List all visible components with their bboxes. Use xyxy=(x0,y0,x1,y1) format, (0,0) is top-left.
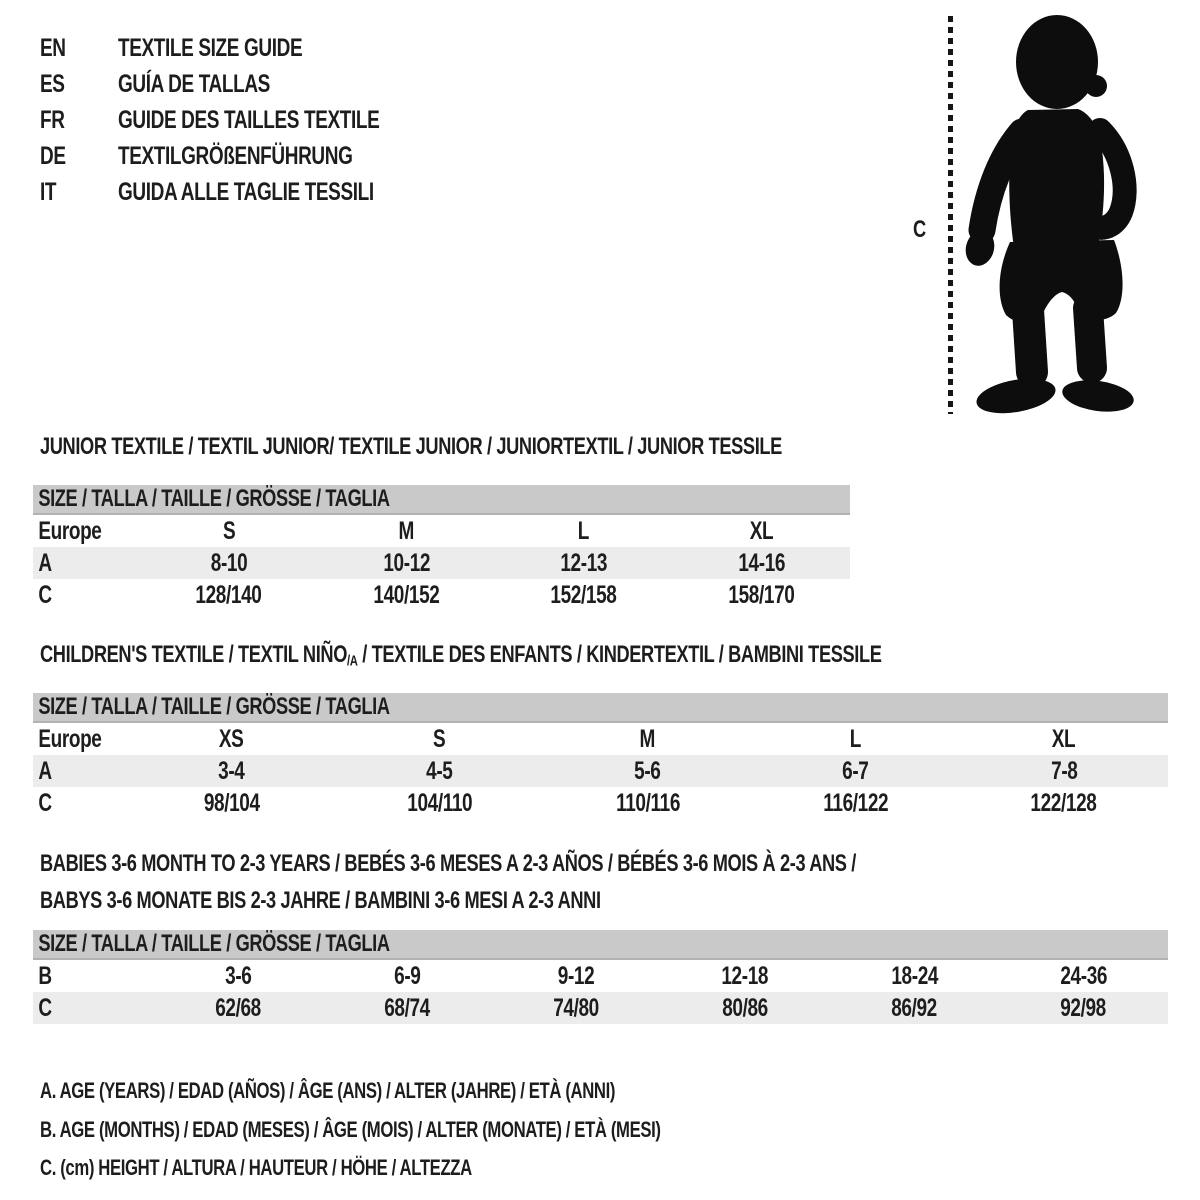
height-cell: 80/86 xyxy=(722,993,768,1022)
row-label: B xyxy=(38,961,52,990)
age-cell: 5-6 xyxy=(634,756,661,785)
size-header-bar: SIZE / TALLA / TAILLE / GRÖSSE / TAGLIA xyxy=(33,485,850,514)
height-cell: 110/116 xyxy=(615,788,680,817)
junior-size-table xyxy=(33,485,850,611)
height-cell: 62/68 xyxy=(215,993,261,1022)
table-row-europe xyxy=(33,514,850,547)
language-code: IT xyxy=(40,178,57,206)
legend-age-months: B. AGE (MONTHS) / EDAD (MESES) / ÂGE (MOIS) / ALTER (MONATE) / ETÀ (MESI) xyxy=(40,1116,661,1142)
height-measure-dashed-line xyxy=(948,16,953,414)
table-row-age xyxy=(33,547,850,579)
language-row-it xyxy=(40,174,462,210)
size-cell: L xyxy=(850,724,862,753)
size-cell: XS xyxy=(218,724,244,753)
children-section-title: CHILDREN'S TEXTILE / TEXTIL NIÑO/A / TEXTILE DES ENFANTS / KINDERTEXTIL / BAMBINI TESSILE xyxy=(40,641,882,670)
junior-section-title: JUNIOR TEXTILE / TEXTIL JUNIOR/ TEXTILE JUNIOR / JUNIORTEXTIL / JUNIOR TESSILE xyxy=(40,433,782,460)
row-label: A xyxy=(38,756,52,785)
table-row-months xyxy=(33,959,1168,992)
age-cell: 7-8 xyxy=(1050,756,1078,785)
language-code: DE xyxy=(40,142,66,170)
height-cell: 140/152 xyxy=(373,580,440,609)
language-code: EN xyxy=(40,34,66,62)
babies-size-table xyxy=(33,930,1168,1024)
language-title-list xyxy=(40,30,462,210)
height-cell: 116/122 xyxy=(823,788,889,817)
table-row-height xyxy=(33,992,1168,1024)
size-cell: M xyxy=(639,724,656,753)
height-cell: 104/110 xyxy=(406,788,472,817)
height-cell: 158/170 xyxy=(728,580,795,609)
guide-title-fr: GUIDE DES TAILLES TEXTILE xyxy=(118,106,380,134)
guide-title-en: TEXTILE SIZE GUIDE xyxy=(118,34,303,62)
nino-a-subscript: /A xyxy=(347,653,358,670)
language-row-fr xyxy=(40,102,462,138)
height-cell: 152/158 xyxy=(550,580,617,609)
row-label: C xyxy=(38,580,52,609)
row-label: Europe xyxy=(38,724,102,753)
height-cell: 128/140 xyxy=(195,580,262,609)
legend-height-cm: C. (cm) HEIGHT / ALTURA / HAUTEUR / HÖHE / ALTEZZA xyxy=(40,1155,472,1180)
measurement-legend xyxy=(40,1072,857,1188)
language-row-en xyxy=(40,30,462,66)
months-cell: 12-18 xyxy=(721,961,769,990)
size-cell: S xyxy=(222,516,235,545)
size-cell: XL xyxy=(1052,724,1076,753)
height-cell: 74/80 xyxy=(553,993,599,1022)
height-cell: 68/74 xyxy=(384,993,430,1022)
age-cell: 6-7 xyxy=(842,756,869,785)
toddler-silhouette-icon xyxy=(958,10,1143,420)
guide-title-de: TEXTILGRÖßENFÜHRUNG xyxy=(118,142,353,170)
size-header-bar: SIZE / TALLA / TAILLE / GRÖSSE / TAGLIA xyxy=(33,930,1168,959)
months-cell: 24-36 xyxy=(1060,961,1107,990)
children-size-table xyxy=(33,693,1168,819)
size-cell: M xyxy=(398,516,414,545)
row-label: Europe xyxy=(38,516,102,545)
size-header-bar: SIZE / TALLA / TAILLE / GRÖSSE / TAGLIA xyxy=(33,693,1168,722)
height-cell: 92/98 xyxy=(1060,993,1107,1022)
table-header-row xyxy=(33,930,1168,959)
age-cell: 4-5 xyxy=(426,756,453,785)
language-row-es xyxy=(40,66,462,102)
size-cell: S xyxy=(433,724,446,753)
months-cell: 6-9 xyxy=(393,961,421,990)
table-header-row xyxy=(33,485,850,514)
age-cell: 10-12 xyxy=(382,548,430,577)
table-row-height xyxy=(33,787,1168,819)
table-row-europe xyxy=(33,722,1168,755)
height-cell: 122/128 xyxy=(1030,788,1097,817)
size-cell: L xyxy=(578,516,590,545)
guide-title-it: GUIDA ALLE TAGLIE TESSILI xyxy=(118,178,374,206)
language-code: FR xyxy=(40,106,65,134)
height-cell: 86/92 xyxy=(891,993,938,1022)
table-header-row xyxy=(33,693,1168,722)
table-row-age xyxy=(33,755,1168,787)
row-label: C xyxy=(38,993,52,1022)
row-label: C xyxy=(38,788,52,817)
age-cell: 3-4 xyxy=(218,756,245,785)
age-cell: 14-16 xyxy=(737,548,785,577)
row-label: A xyxy=(38,548,52,577)
language-code: ES xyxy=(40,70,65,98)
language-row-de xyxy=(40,138,462,174)
age-cell: 8-10 xyxy=(210,548,248,577)
size-cell: XL xyxy=(749,516,773,545)
age-cell: 12-13 xyxy=(560,548,608,577)
months-cell: 18-24 xyxy=(890,961,938,990)
legend-age-years: A. AGE (YEARS) / EDAD (AÑOS) / ÂGE (ANS) / ALTER (JAHRE) / ETÀ (ANNI) xyxy=(40,1078,616,1103)
table-row-height xyxy=(33,579,850,611)
months-cell: 3-6 xyxy=(224,961,252,990)
height-marker-label: C xyxy=(913,216,926,243)
guide-title-es: GUÍA DE TALLAS xyxy=(118,70,270,98)
months-cell: 9-12 xyxy=(557,961,595,990)
babies-section-title: BABIES 3-6 MONTH TO 2-3 YEARS / BEBÉS 3-6 MESES A 2-3 AÑOS / BÉBÉS 3-6 MOIS À 2-3 ANS / BABYS 3-6 MONATE BIS 2-3 JAHRE / BAMBINI 3-6 MESI A 2-3 ANNI xyxy=(40,850,856,914)
height-cell: 98/104 xyxy=(203,788,260,817)
